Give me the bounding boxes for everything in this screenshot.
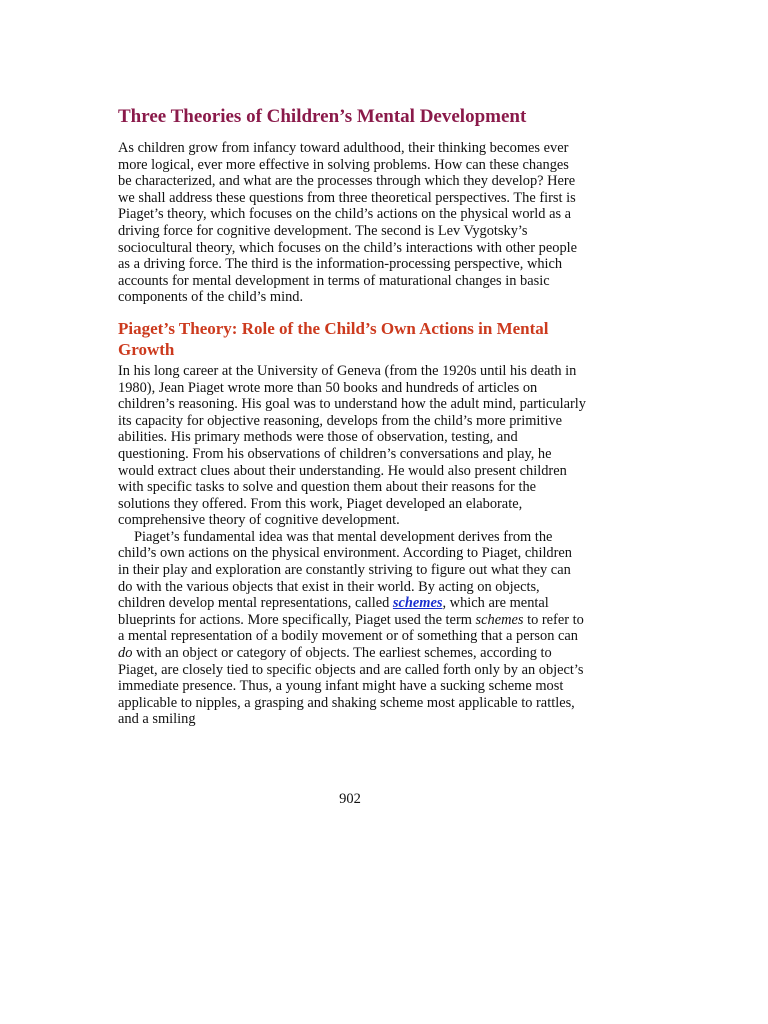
page-title: Three Theories of Children’s Mental Development <box>118 106 527 127</box>
schemes-term-link[interactable]: schemes <box>392 595 443 612</box>
paragraph-text: with an object or category of objects. The earliest schemes, according to Piaget, are closely tied to specific objects and are called forth only by an object’s immediate presence. Thus, a young infant might have a sucking scheme most applicable to nipples, a grasping and shaking scheme most applicable to rattles, and a smiling <box>118 645 584 728</box>
page-content <box>118 104 586 728</box>
section-heading: Piaget’s Theory: Role of the Child’s Own Actions in Mental Growth <box>118 318 549 359</box>
schemes-italic-term: schemes <box>475 611 524 628</box>
section-paragraph-2 <box>118 529 586 728</box>
section-paragraph-1: In his long career at the University of Geneva (from the 1920s until his death in 1980), Jean Piaget wrote more than 50 books and hundreds of articles on children’s reasoning. His goal was to understand how the adult mind, particularly its capacity for objective reasoning, develops from the child’s more primitive abilities. His primary methods were those of observation, testing, and questioning. From his observations of children’s conversations and play, he would extract clues about their understanding. He would also present children with specific tasks to solve and question them about their reasons for the solutions they offered. From this work, Piaget developed an elaborate, comprehensive theory of cognitive development. <box>118 362 586 529</box>
paragraph-text: , which are mental blueprints for actions. More specifically, Piaget used the term <box>118 595 549 628</box>
intro-paragraph: As children grow from infancy toward adulthood, their thinking becomes ever more logical, ever more effective in solving problems. How can these changes be characterized, and what are the processes through which they develop? Here we shall address these questions from three theoretical perspectives. The first is Piaget’s theory, which focuses on the child’s actions on the physical world as a driving force for cognitive development. The second is Lev Vygotsky’s sociocultural theory, which focuses on the child’s interactions with other people as a driving force. The third is the information-processing perspective, which accounts for mental development in terms of maturational changes in basic components of the child’s mind. <box>118 140 578 306</box>
paragraph-text: to refer to a mental representation of a bodily movement or of something that a person can <box>118 611 584 645</box>
page-number: 902 <box>339 791 361 807</box>
do-italic-word: do <box>118 645 133 662</box>
paragraph-text: Piaget’s fundamental idea was that mental development derives from the child’s own actions on the physical environment. According to Piaget, children in their play and exploration are constantly striving to figure out what they can do with the various objects that exist in their world. By acting on objects, children develop mental representations, called <box>118 528 573 612</box>
